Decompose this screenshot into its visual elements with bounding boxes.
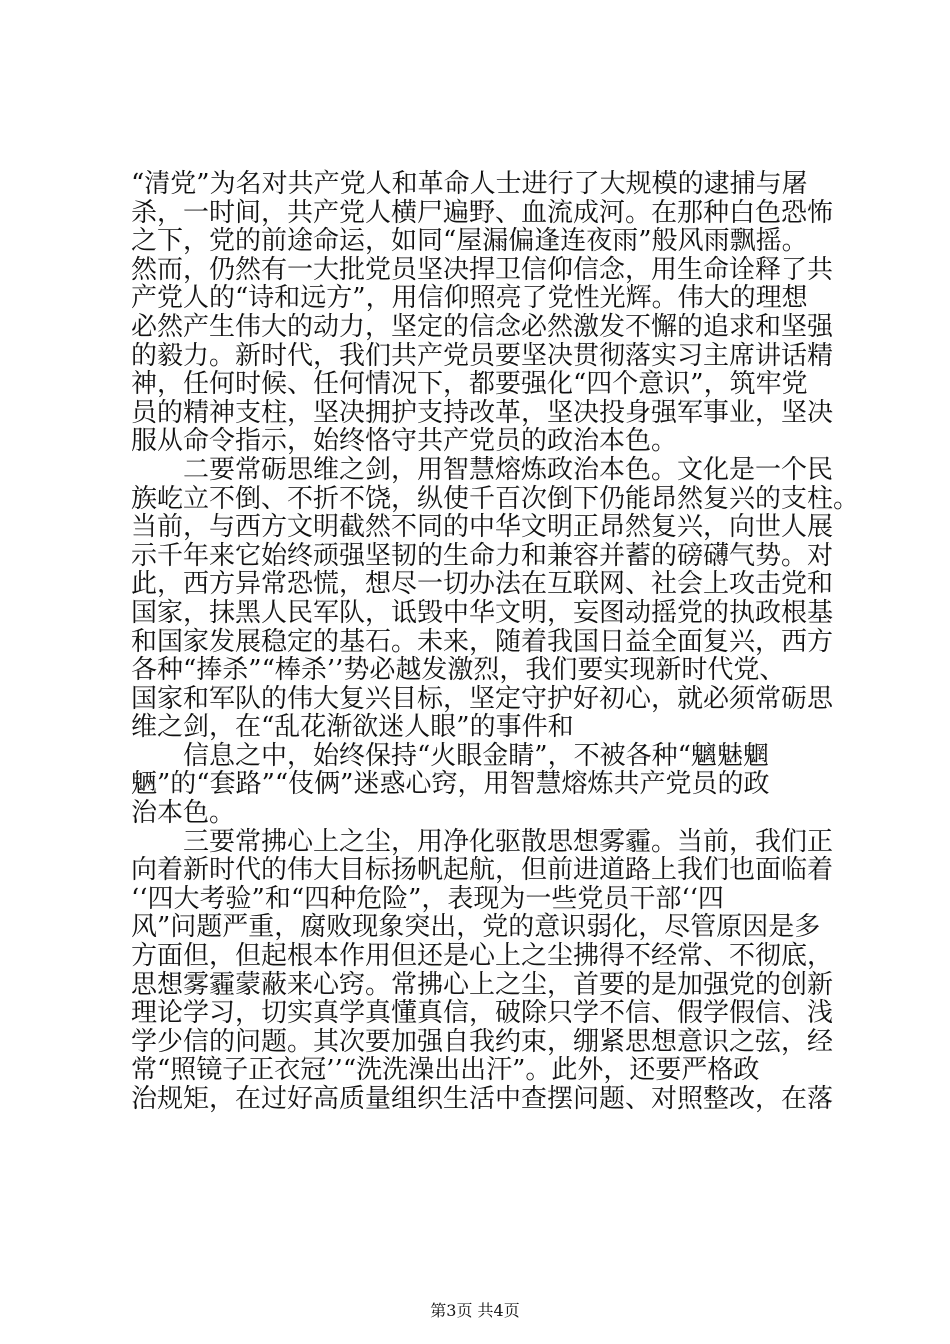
body-text (131, 169, 860, 1114)
text-line: “清党”为名对共产党人和革命人士进行了大规模的逮捕与屠 (131, 169, 808, 199)
text-line: ‘‘四大考验”和“四种危险”，表现为一些党员干部‘‘四 (131, 883, 724, 914)
text-line: 学少信的问题。其次要加强自我约束，绷紧思想意识之弦，经 (131, 1026, 834, 1057)
text-line: 方面但，但起根本作用但还是心上之尘拂得不经常、不彻底， (131, 941, 834, 972)
text-line: 示千年来它始终顽强坚韧的生命力和兼容并蓄的磅礴气势。对 (131, 540, 834, 571)
text-line: 治规矩，在过好高质量组织生活中查摆问题、对照整改，在落 (131, 1084, 834, 1114)
text-line: 然而，仍然有一大批党员坚决捍卫信仰信念，用生命诠释了共 (131, 254, 834, 285)
text-line: 产党人的“诗和远方”，用信仰照亮了党性光辉。伟大的理想 (131, 283, 808, 314)
page-number: 第3页 共4页 (430, 1301, 520, 1320)
text-line: 服从命令指示，始终恪守共产党员的政治本色。 (131, 426, 678, 457)
text-line: 当前，与西方文明截然不同的中华文明正昂然复兴，向世人展 (131, 512, 834, 543)
text-line: 风”问题严重，腐败现象突出，党的意识弱化，尽管原因是多 (131, 912, 821, 943)
text-line: 员的精神支柱，坚决拥护支持改革，坚决投身强军事业，坚决 (131, 397, 834, 428)
text-line: 二要常砺思维之剑，用智慧熔炼政治本色。文化是一个民 (131, 454, 834, 485)
text-line: 族屹立不倒、不折不饶，纵使千百次倒下仍能昂然复兴的支柱。 (131, 483, 860, 514)
text-line: 思想雾霾蒙蔽来心窍。常拂心上之尘，首要的是加强党的创新 (131, 969, 834, 1000)
text-line: 此，西方异常恐慌，想尽一切办法在互联网、社会上攻击党和 (131, 569, 834, 600)
text-line: 之下，党的前途命运，如同“屋漏偏逢连夜雨”般风雨飘摇。 (131, 226, 808, 257)
text-line: 和国家发展稳定的基石。未来，随着我国日益全面复兴，西方 (131, 626, 834, 657)
text-line: 的毅力。新时代，我们共产党员要坚决贯彻落实习主席讲话精 (131, 340, 834, 371)
text-line: 神，任何时候、任何情况下，都要强化“四个意识”，筑牢党 (131, 369, 808, 400)
text-line: 必然产生伟大的动力，坚定的信念必然激发不懈的追求和坚强 (131, 311, 834, 342)
text-line: 常“照镜子正衣冠’’“洗洗澡出出汗”。此外，还要严格政 (131, 1055, 760, 1086)
text-line: 国家和军队的伟大复兴目标，坚定守护好初心，就必须常砺思 (131, 683, 834, 714)
text-line: 各种“捧杀”“棒杀’’势必越发激烈，我们要实现新时代党、 (131, 655, 786, 686)
text-line: 信息之中，始终保持“火眼金睛”，不被各种“魑魅魍 (131, 740, 769, 771)
text-line: 三要常拂心上之尘，用净化驱散思想雾霾。当前，我们正 (131, 826, 834, 857)
text-line: 向着新时代的伟大目标扬帆起航，但前进道路上我们也面临着 (131, 855, 834, 886)
text-line: 杀，一时间，共产党人横尸遍野、血流成河。在那种白色恐怖 (131, 197, 834, 228)
text-line: 魉”的“套路”“伎俩”迷惑心窍，用智慧熔炼共产党员的政 (131, 769, 770, 800)
text-line: 国家，抹黑人民军队，诋毁中华文明，妄图动摇党的执政根基 (131, 597, 834, 628)
text-line: 理论学习，切实真学真懂真信，破除只学不信、假学假信、浅 (131, 998, 834, 1029)
text-line: 维之剑，在“乱花渐欲迷人眼”的事件和 (131, 712, 574, 743)
text-line: 治本色。 (131, 798, 236, 829)
